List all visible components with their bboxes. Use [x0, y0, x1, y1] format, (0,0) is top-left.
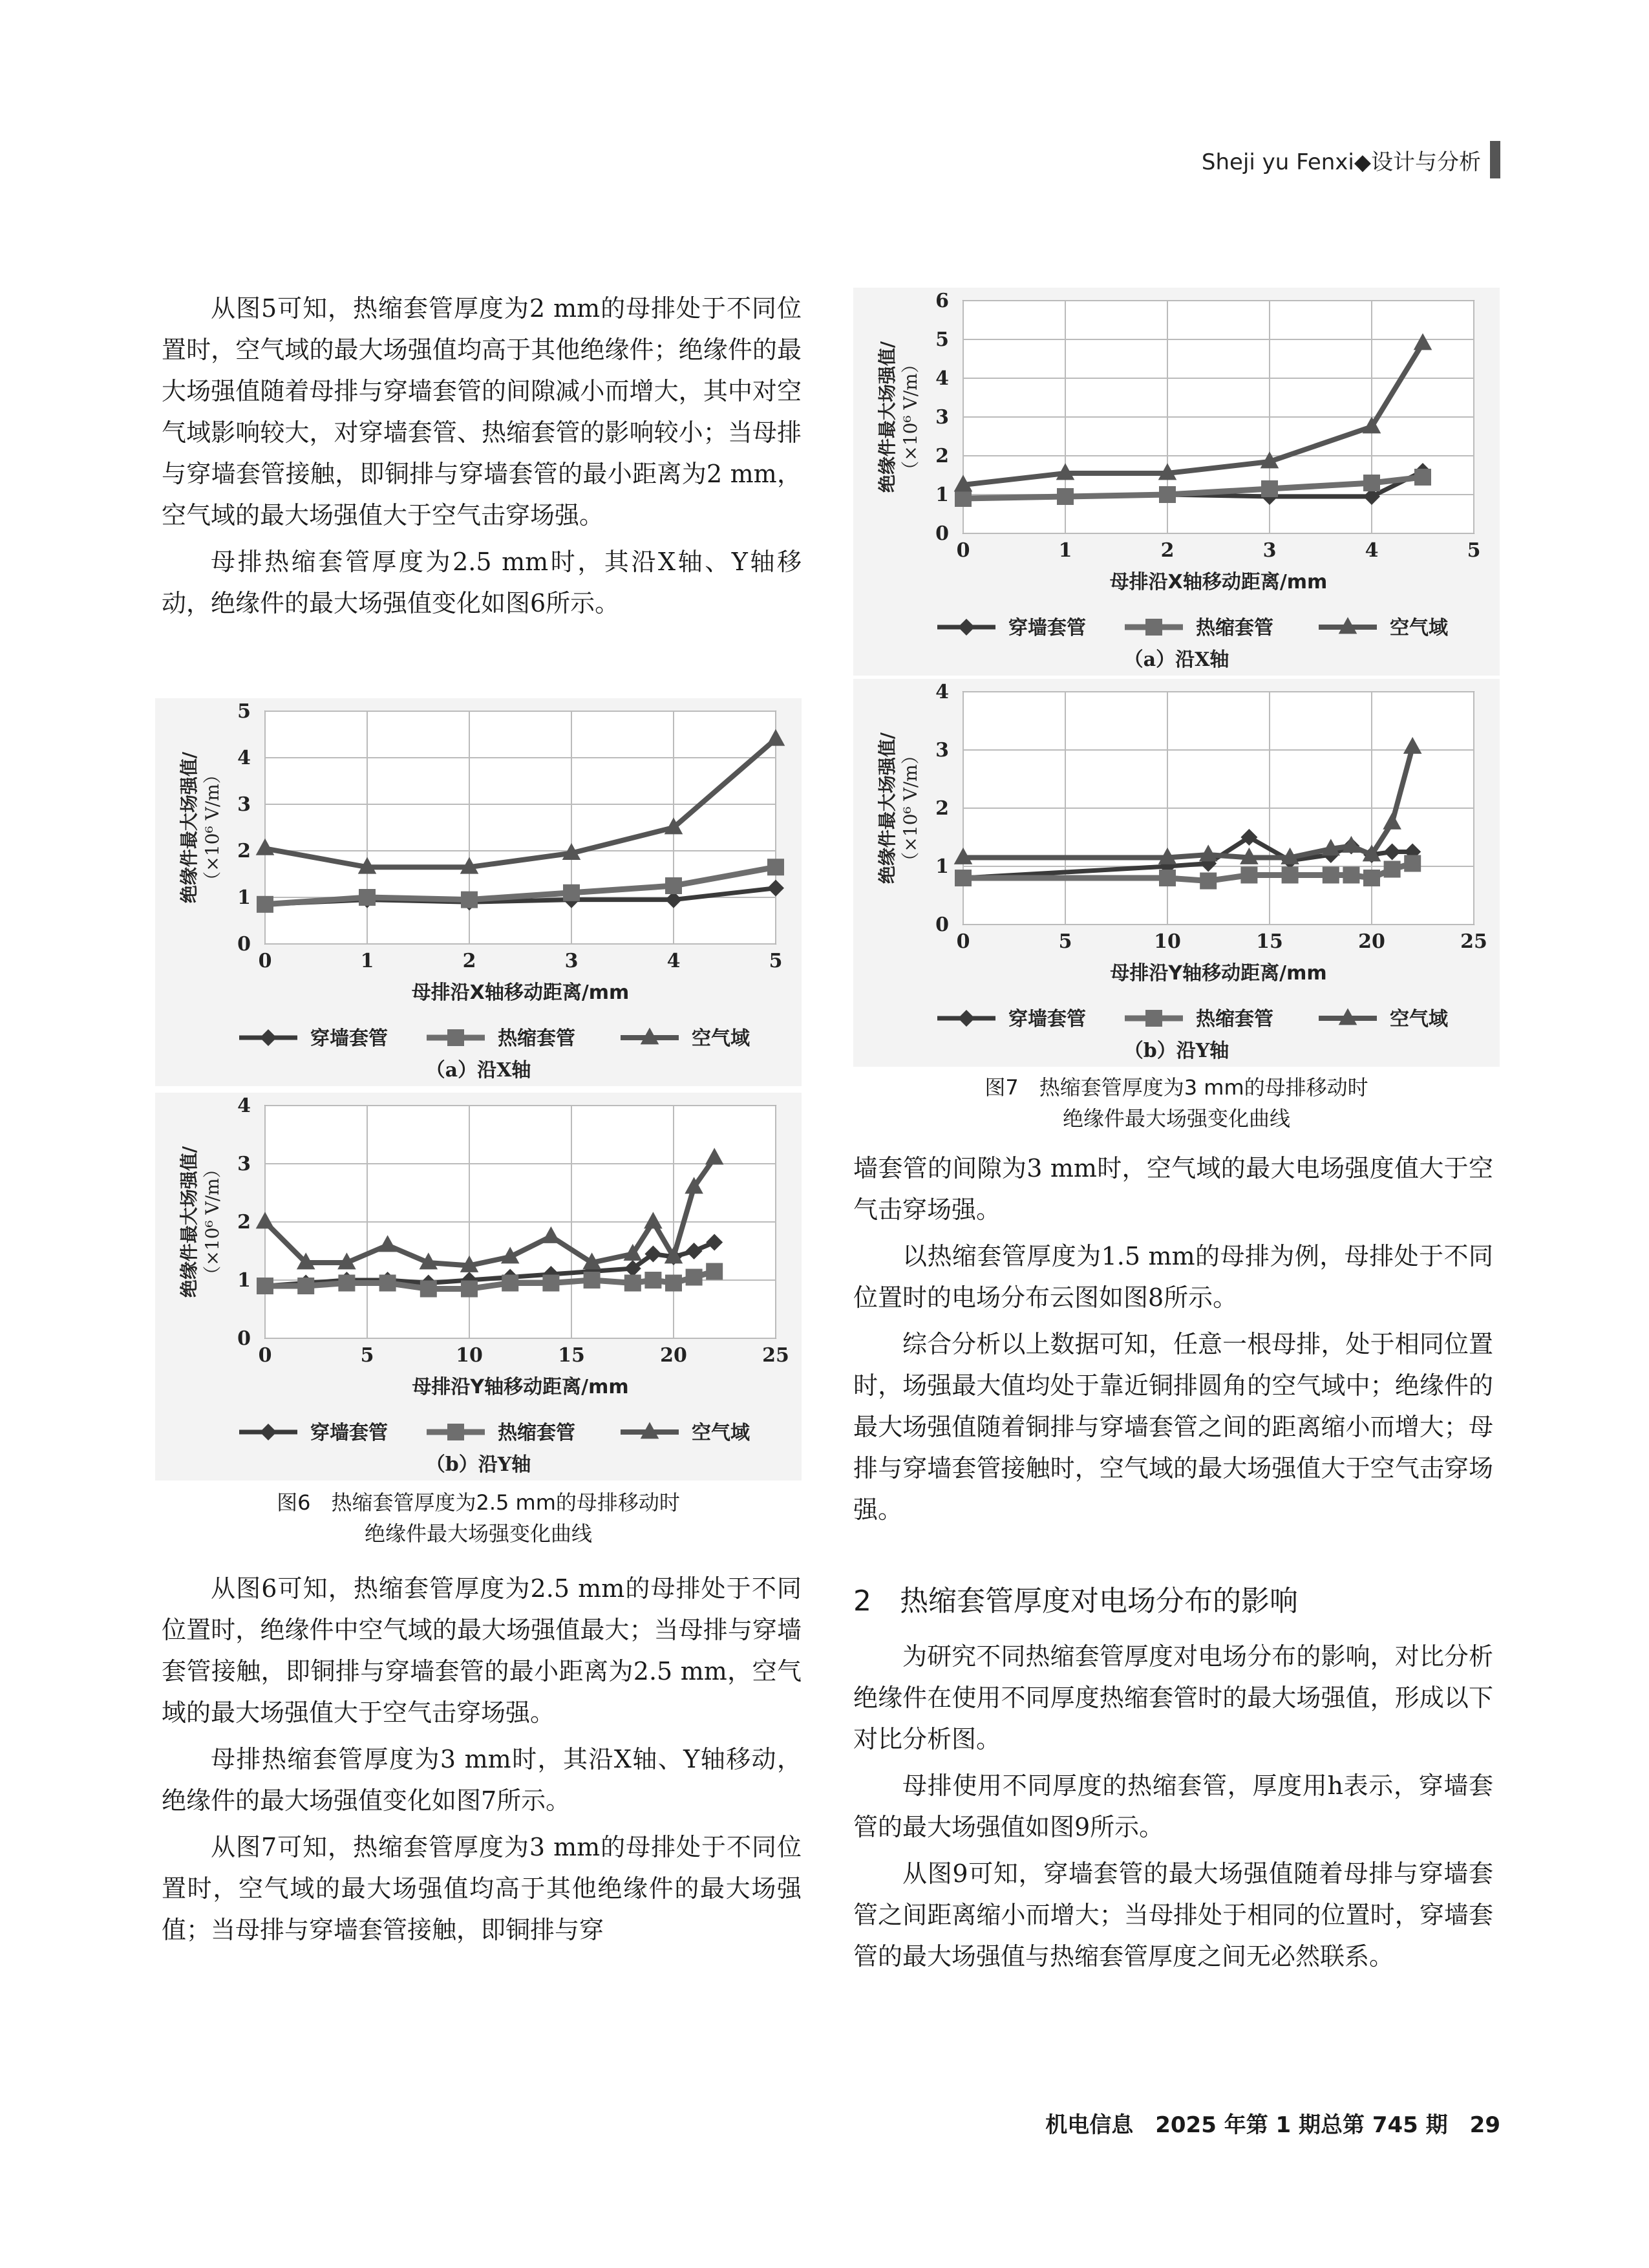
y-tick-label: 1 — [237, 886, 251, 909]
y-tick-label: 0 — [935, 522, 949, 545]
chart-sublabel: （b）沿Y轴 — [1123, 1040, 1229, 1062]
left-paragraph-3: 从图6可知，热缩套管厚度为2.5 mm的母排处于不同位置时，绝缘件中空气域的最大场强值最大；当母排与穿墙套管接触，即铜排与穿墙套管的最小距离为2.5 mm，空气域的最大场强值大于空气击穿场强。 — [162, 1574, 802, 1727]
left-paragraph-2: 母排热缩套管厚度为2.5 mm时，其沿X轴、Y轴移动，绝缘件的最大场强值变化如图6所示。 — [162, 548, 802, 617]
legend-label: 热缩套管 — [1196, 1008, 1273, 1031]
fig7b-chart — [853, 679, 1500, 1067]
data-point — [542, 1275, 559, 1292]
right-paragraph-3: 综合分析以上数据可知，任意一根母排，处于相同位置时，场强最大值均处于靠近铜排圆角的空气域中；绝缘件的最大场强值随着铜排与穿墙套管之间的距离缩小而增大；母排与穿墙套管接触时，空气域的最大场强值大于空气击穿场强。 — [853, 1330, 1493, 1524]
fig6a-chart — [155, 698, 802, 1086]
legend-label: 穿墙套管 — [310, 1422, 388, 1444]
legend-label: 空气域 — [692, 1422, 750, 1444]
x-tick-label: 25 — [1460, 930, 1487, 953]
section-heading: 2 热缩套管厚度对电场分布的影响 — [853, 1585, 1298, 1618]
data-point — [379, 1275, 396, 1292]
right-paragraph-6: 从图9可知，穿墙套管的最大场强值随着母排与穿墙套管之间距离缩小而增大；当母排处于相同的位置时，穿墙套管的最大场强值与热缩套管厚度之间无必然联系。 — [853, 1859, 1493, 1971]
data-point — [644, 1272, 661, 1289]
fig7a-svg — [853, 288, 1500, 676]
data-point — [563, 884, 580, 901]
x-tick-label: 3 — [564, 950, 579, 972]
legend-label: 穿墙套管 — [310, 1027, 388, 1050]
x-tick-label: 10 — [1154, 930, 1181, 953]
chart-sublabel: （b）沿Y轴 — [425, 1453, 531, 1476]
legend-label: 空气域 — [692, 1027, 750, 1050]
x-tick-label: 15 — [558, 1344, 585, 1367]
fig7-caption — [853, 1072, 1500, 1134]
legend-label: 热缩套管 — [1196, 617, 1273, 639]
legend-label: 热缩套管 — [498, 1422, 575, 1444]
y-tick-label: 3 — [935, 406, 949, 429]
fig6b-svg — [155, 1093, 802, 1481]
header-text: Sheji yu Fenxi◆设计与分析 — [1201, 149, 1481, 175]
fig6a-svg — [155, 698, 802, 1086]
running-header — [1202, 141, 1500, 178]
data-point — [461, 1281, 478, 1298]
data-point — [1384, 861, 1401, 878]
left-column-lower — [162, 1568, 802, 1951]
data-point — [665, 1275, 682, 1292]
x-tick-label: 5 — [1058, 930, 1072, 953]
y-tick-label: 1 — [237, 1269, 251, 1292]
y-axis-label-line2: （×10⁶ V/m） — [202, 765, 223, 890]
fig6-caption-line2: 绝缘件最大场强变化曲线 — [364, 1521, 592, 1546]
y-tick-label: 3 — [935, 739, 949, 762]
data-point — [1240, 867, 1257, 884]
data-point — [955, 490, 972, 507]
right-paragraph-5: 母排使用不同厚度的热缩套管，厚度用h表示，穿墙套管的最大场强值如图9所示。 — [853, 1771, 1493, 1841]
right-column — [853, 1148, 1493, 1530]
y-tick-label: 0 — [237, 933, 251, 956]
y-tick-label: 1 — [935, 484, 949, 506]
data-point — [767, 859, 784, 875]
data-point — [1363, 870, 1380, 886]
y-axis-label-line1: 绝缘件最大场强值/ — [178, 1146, 200, 1298]
chart-sublabel: （a）沿X轴 — [1123, 648, 1229, 671]
legend-label: 空气域 — [1390, 617, 1448, 639]
y-axis-label-line2: （×10⁶ V/m） — [900, 355, 921, 479]
chart-sublabel: （a）沿X轴 — [425, 1059, 531, 1082]
data-point — [1404, 855, 1421, 872]
right-paragraph-1: 墙套管的间隙为3 mm时，空气域的最大电场强度值大于空气击穿场强。 — [853, 1154, 1493, 1224]
y-tick-label: 4 — [237, 1095, 251, 1117]
data-point — [420, 1281, 437, 1298]
x-tick-label: 5 — [360, 1344, 374, 1367]
x-tick-label: 2 — [462, 950, 476, 972]
fig7-caption-line1: 图7 热缩套管厚度为3 mm的母排移动时 — [984, 1075, 1368, 1100]
data-point — [461, 892, 478, 908]
x-tick-label: 2 — [1160, 539, 1175, 562]
data-point — [1343, 867, 1359, 884]
right-paragraph-2: 以热缩套管厚度为1.5 mm的母排为例，母排处于不同位置时的电场分布云图如图8所示。 — [853, 1242, 1493, 1312]
data-point — [1200, 873, 1217, 890]
legend-marker — [1145, 1010, 1162, 1027]
x-axis-label: 母排沿Y轴移动距离/mm — [412, 1376, 629, 1398]
legend-marker — [447, 1424, 464, 1440]
data-point — [1282, 867, 1299, 884]
x-tick-label: 0 — [956, 930, 970, 953]
data-point — [1159, 870, 1176, 886]
right-paragraph-4: 为研究不同热缩套管厚度对电场分布的影响，对比分析绝缘件在使用不同厚度热缩套管时的最大场强值，形成以下对比分析图。 — [853, 1642, 1493, 1753]
x-axis-label: 母排沿X轴移动距离/mm — [411, 981, 630, 1004]
data-point — [338, 1275, 355, 1292]
data-point — [359, 889, 376, 906]
data-point — [1414, 469, 1431, 486]
y-axis-label-line1: 绝缘件最大场强值/ — [877, 732, 898, 884]
header-bar — [1490, 141, 1500, 178]
y-tick-label: 2 — [237, 840, 251, 862]
data-point — [665, 877, 682, 894]
data-point — [1159, 486, 1176, 503]
x-tick-label: 0 — [258, 1344, 272, 1367]
data-point — [686, 1269, 703, 1286]
fig6b-chart — [155, 1093, 802, 1481]
y-tick-label: 0 — [935, 914, 949, 936]
data-point — [257, 896, 273, 913]
y-tick-label: 5 — [237, 700, 251, 723]
y-axis-label-line2: （×10⁶ V/m） — [900, 746, 921, 870]
left-paragraph-1: 从图5可知，热缩套管厚度为2 mm的母排处于不同位置时，空气域的最大场强值均高于其他绝缘件；绝缘件的最大场强值随着母排与穿墙套管的间隙减小而增大，其中对空气域影响较大，对穿墙套管、热缩套管的影响较小；当母排与穿墙套管接触，即铜排与穿墙套管的最小距离为2 mm，空气域的最大场强值大于空气击穿场强。 — [162, 294, 802, 530]
data-point — [584, 1272, 601, 1289]
x-tick-label: 20 — [1358, 930, 1385, 953]
y-tick-label: 1 — [935, 855, 949, 878]
left-paragraph-5: 从图7可知，热缩套管厚度为3 mm的母排处于不同位置时，空气域的最大场强值均高于其他绝缘件的最大场强值；当母排与穿墙套管接触，即铜排与穿 — [162, 1833, 802, 1944]
legend-label: 穿墙套管 — [1008, 1008, 1086, 1031]
data-point — [706, 1263, 723, 1280]
legend-label: 热缩套管 — [498, 1027, 575, 1050]
data-point — [257, 1278, 273, 1294]
x-tick-label: 5 — [769, 950, 783, 972]
y-tick-label: 6 — [935, 290, 949, 312]
x-tick-label: 1 — [1058, 539, 1072, 562]
y-axis-label-line2: （×10⁶ V/m） — [202, 1160, 223, 1284]
y-axis-label-line1: 绝缘件最大场强值/ — [178, 751, 200, 904]
y-tick-label: 5 — [935, 328, 949, 351]
data-point — [955, 870, 972, 886]
fig6-caption — [155, 1487, 802, 1549]
x-tick-label: 25 — [762, 1344, 789, 1367]
legend-marker — [447, 1029, 464, 1046]
x-tick-label: 4 — [666, 950, 681, 972]
x-tick-label: 0 — [258, 950, 272, 972]
data-point — [624, 1275, 641, 1292]
y-tick-label: 4 — [237, 747, 251, 769]
y-tick-label: 4 — [935, 367, 949, 390]
y-tick-label: 4 — [935, 681, 949, 703]
x-tick-label: 20 — [660, 1344, 687, 1367]
page-footer: 机电信息 2025 年第 1 期总第 745 期 29 — [1045, 2112, 1500, 2138]
data-point — [1261, 480, 1278, 497]
y-tick-label: 2 — [935, 445, 949, 467]
right-column-lower — [853, 1636, 1493, 1977]
fig6-caption-line1: 图6 热缩套管厚度为2.5 mm的母排移动时 — [277, 1490, 680, 1515]
legend-marker — [1145, 619, 1162, 636]
left-column — [162, 288, 802, 624]
y-tick-label: 3 — [237, 793, 251, 816]
x-axis-label: 母排沿X轴移动距离/mm — [1109, 571, 1328, 594]
x-tick-label: 3 — [1262, 539, 1277, 562]
fig7a-chart — [853, 288, 1500, 676]
data-point — [1323, 867, 1339, 884]
data-point — [502, 1275, 518, 1292]
data-point — [1363, 475, 1380, 491]
x-axis-label: 母排沿Y轴移动距离/mm — [1110, 962, 1327, 985]
x-tick-label: 5 — [1467, 539, 1481, 562]
y-axis-label-line1: 绝缘件最大场强值/ — [877, 341, 898, 493]
data-point — [297, 1278, 314, 1294]
x-tick-label: 15 — [1256, 930, 1283, 953]
x-tick-label: 4 — [1365, 539, 1379, 562]
y-tick-label: 2 — [237, 1211, 251, 1234]
x-tick-label: 0 — [956, 539, 970, 562]
fig7-caption-line2: 绝缘件最大场强变化曲线 — [1062, 1106, 1290, 1131]
data-point — [1057, 488, 1074, 505]
legend-label: 穿墙套管 — [1008, 617, 1086, 639]
y-tick-label: 0 — [237, 1327, 251, 1350]
x-tick-label: 1 — [360, 950, 374, 972]
fig7b-svg — [853, 679, 1500, 1067]
plot-area — [265, 711, 776, 944]
x-tick-label: 10 — [456, 1344, 483, 1367]
legend-label: 空气域 — [1390, 1008, 1448, 1031]
y-tick-label: 2 — [935, 797, 949, 820]
left-paragraph-4: 母排热缩套管厚度为3 mm时，其沿X轴、Y轴移动，绝缘件的最大场强值变化如图7所示。 — [162, 1745, 802, 1815]
y-tick-label: 3 — [237, 1153, 251, 1175]
